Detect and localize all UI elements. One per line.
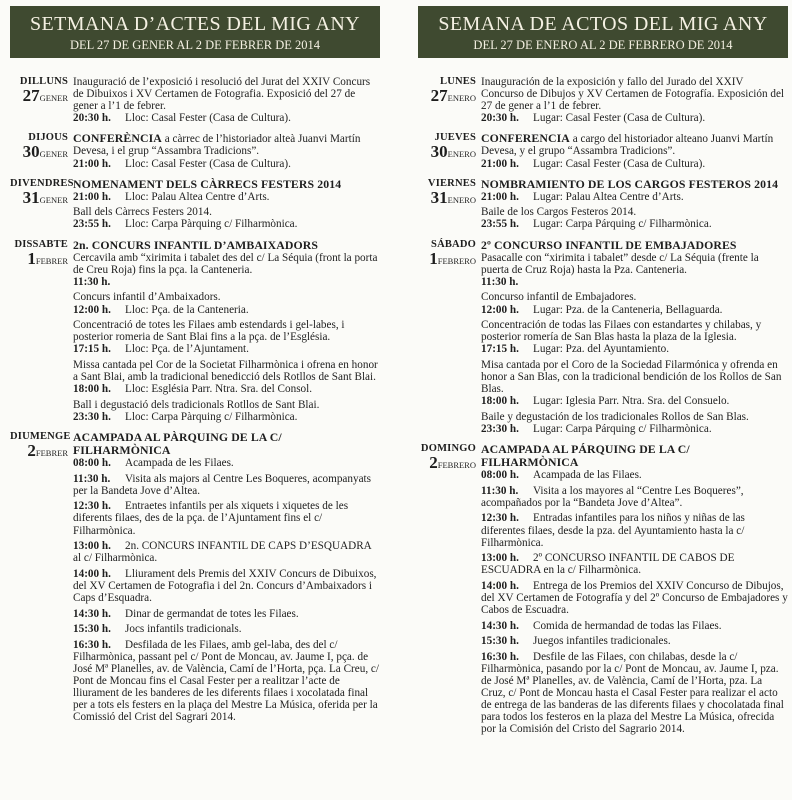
event-place: Entraetes infantils per als xiquets i xiquetes de les diferents filaes, des de la pça. de l’Ajuntament fins el c/ Filharmònica. [73,500,349,537]
event-place: Lugar: Iglesia Parr. Ntra. Sra. del Consuelo. [533,395,730,408]
event-place: Lloc: Pça. de l’Ajuntament. [125,343,249,356]
event-place: Lloc: Carpa Pàrquing c/ Filharmònica. [125,410,298,423]
day-month: ENERO [447,93,476,103]
day-month: GENER [39,194,68,205]
event-item [481,178,788,203]
page-subtitle: DEL 27 DE ENERO AL 2 DE FEBRERO DE 2014 [473,38,733,52]
event-text: Ball i degustació dels tradicionals Rotllos de Sant Blai. [73,398,320,411]
event-item [481,359,788,407]
event-time-line [481,552,788,576]
event-time-line [73,383,380,395]
event-heading: 2º CONCURSO INFANTIL DE EMBAJADORES [481,237,737,252]
day-number: 27 [430,86,448,105]
event-place: Desfile de las Filaes, con chilabas, desde la c/ Filharmònica, pasando por la c/ Pont de Moncau, av. Jaume I, pza. de José Mª Planelles, av. de València, Camí de l’Horta, pza. La Cruz, c/ Pont de Moncau hasta el Casal Fester para realizar el acto de entrega de las banderas de las diferents filaes y chocolatada final para todos los festeros en la plaza del Mestre La Música, ofrecida por la Comisión del Cristo del Sagrario 2014. [481,650,784,736]
event-place: Lliurament dels Premis del XXIV Concurs de Dibuixos, del XV Certamen de Fotografia i del 2n. Concurs d’Ambaixadors i Caps d’Esquadra. [73,567,377,604]
event-time: 21:00 h. [73,190,111,203]
day-date [418,454,476,474]
event-place: Desfilada de les Filaes, amb gel-laba, des del c/ Filharmònica, passant pel c/ Pont de Moncau, av. Jaume I, pça. de José Mª Planelles, av. de València, Camí de l’Horta, pça. La Creu, c/ Pont de Moncau fins el Casal Fester per a realitzar l’acte de lliurament de les banderes de les diferents filaes i xocolatada final per a tots els festers en la plaça del Mestre La Música, oferida per la Comissió del Crist del Sagrari 2014. [73,638,379,724]
event-item [481,132,788,169]
event-time: 21:00 h. [73,157,111,170]
event-time-line [481,218,788,230]
event-text: Concurs infantil d’Ambaixadors. [73,291,221,304]
day-list [10,76,380,723]
event-time-line [481,620,788,632]
event-time: 13:00 h. [73,540,111,553]
event-text: Baile de los Cargos Festeros 2014. [481,206,637,219]
day-date [10,442,68,462]
event-time-line [73,540,380,564]
day-month: GENER [39,93,68,103]
event-item [73,540,380,564]
event-item [73,359,380,395]
event-time: 14:00 h. [73,567,111,580]
event-text: Inauguración de la exposición y fallo del Jurado del XXIV Concurso de Dibujos y XV Certamen de Fotografía. Exposición del 27 de gener a l’1 de febrer. [481,76,785,113]
day-date [10,250,68,270]
event-time: 12:30 h. [481,512,519,525]
day-number: 31 [430,187,448,207]
event-time: 17:15 h. [481,343,519,356]
event-time-line [73,568,380,604]
day-name: LUNES [439,76,476,87]
day-label [10,132,68,163]
event-text: Inauguració de l’exposició i resolució del Jurat del XXIV Concurs de Dibuixos i XV Certamen de Fotografia. Exposició del 27 de gener a l’1 de febrer. [73,76,371,113]
event-item [481,206,788,230]
event-time: 14:00 h. [481,579,519,592]
event-time-line [481,580,788,616]
event-item [481,239,788,288]
event-time: 21:00 h. [481,157,519,170]
event-time-line [73,112,380,124]
event-place: 2n. CONCURS INFANTIL DE CAPS D’ESQUADRA al c/ Filharmònica. [73,540,372,565]
day-block [10,431,380,724]
event-description [481,206,788,218]
event-time-line [481,276,788,288]
day-list [418,76,788,736]
event-time-line [481,304,788,316]
day-name: DIJOUS [28,132,68,144]
day-month: FEBRERO [437,459,476,470]
event-time-line [73,639,380,724]
event-place: Lloc: Casal Fester (Casa de Cultura). [125,112,291,125]
day-block [418,178,788,231]
event-item [481,443,788,481]
event-heading: CONFERENCIA [481,131,570,146]
event-time: 14:30 h. [481,619,519,632]
day-number: 31 [22,187,40,207]
event-place: Lloc: Església Parr. Ntra. Sra. del Consol. [125,383,313,396]
event-time: 15:30 h. [73,623,111,636]
event-item [481,485,788,509]
event-time-line [481,423,788,435]
event-time: 11:30 h. [481,275,519,288]
event-item [73,178,380,203]
day-date [418,189,476,209]
event-text: a càrrec de l’historiador alteà Juanvi Martín Devesa, i el grup “Assambra Tradicions”. [73,133,361,158]
event-text: Pasacalle con “xirimita i tabalet” desde c/ La Séquia (frente la puerta de Cruz Roja) hasta la Pza. Canteneria. [481,251,759,276]
event-item [73,639,380,724]
event-time: 21:00 h. [481,190,519,203]
event-place: Lugar: Casal Fester (Casa de Cultura). [533,157,706,170]
event-item [481,512,788,548]
event-item [73,399,380,423]
event-text: Concentración de todas las Filaes con estandartes y chilabas, y posterior romería de San Blas hasta la plaza de la Iglesia. [481,319,762,344]
day-block [418,443,788,736]
event-time-line [481,651,788,736]
event-place: Acampada de las Filaes. [533,469,642,482]
event-item [481,291,788,315]
event-heading: NOMBRAMIENTO DE LOS CARGOS FESTEROS 2014 [481,176,779,191]
event-place: Lloc: Casal Fester (Casa de Cultura). [125,157,291,170]
event-place: Lloc: Palau Altea Centre d’Arts. [125,190,270,203]
day-label [10,430,71,462]
title-banner [418,6,788,58]
event-description [73,76,380,112]
event-item [73,608,380,620]
event-time: 20:30 h. [73,112,111,125]
event-heading: ACAMPADA AL PÀRQUING DE LA C/ FILHARMÒNICA [73,429,282,457]
event-description [73,359,380,383]
event-description [73,178,380,191]
day-month: FEBRER [35,447,68,458]
day-date [418,250,476,270]
event-time-line [481,512,788,548]
day-date [10,189,68,209]
event-text: Concentració de totes les Filaes amb estendards i gel-labes, i posterior romeria de Sant Blai fins a la pça. de l’Església. [73,319,345,344]
day-number: 2 [27,440,36,460]
day-month: ENERO [447,194,476,205]
event-heading: ACAMPADA AL PÁRQUING DE LA C/ FILHARMÒNICA [481,441,690,470]
event-time: 11:30 h. [481,484,519,497]
event-time: 16:30 h. [73,638,111,651]
event-place: Lugar: Pza. del Ayuntamiento. [533,343,669,356]
page-title: SETMANA D’ACTES DEL MIG ANY [29,13,361,35]
event-description [481,76,788,112]
event-item [73,568,380,604]
event-description [481,291,788,303]
event-item [481,319,788,355]
day-block [10,239,380,423]
event-description [73,399,380,411]
event-time-line [73,411,380,423]
event-time: 23:30 h. [481,422,519,435]
event-place: Entradas infantiles para los niños y niñas de las diferentes filaes, desde la pza. del Ayuntamiento hasta la c/ Filharmònica. [481,512,745,549]
day-block [418,76,788,124]
event-text: Concurso infantil de Embajadores. [481,291,637,304]
event-description [481,239,788,276]
day-label [418,443,476,474]
event-time-line [481,343,788,355]
event-time: 15:30 h. [481,635,519,648]
day-name: DIVENDRES [10,177,74,189]
day-month: FEBRER [35,255,68,266]
event-description [481,359,788,395]
event-time: 12:30 h. [73,500,111,513]
event-time-line [481,395,788,407]
event-item [73,319,380,355]
event-time: 18:00 h. [481,395,519,408]
event-time: 23:30 h. [73,410,111,423]
event-text: Missa cantada pel Cor de la Societat Filharmònica i ofrena en honor a Sant Blai, amb la tradicional benedicció dels Rotllos de Sant Blai. [73,358,378,383]
title-banner [10,6,380,58]
day-name: SÁBADO [431,238,476,250]
day-number: 30 [22,142,40,162]
event-text: Misa cantada por el Coro de la Sociedad Filarmónica y ofrenda en honor a San Blas, con la tradicional bendición de los Rollos de San Blas. [481,358,782,396]
event-time-line [481,469,788,481]
day-name: JUEVES [434,132,476,144]
day-number: 27 [22,86,40,105]
event-time: 16:30 h. [481,650,519,663]
event-time-line [481,158,788,170]
day-label [10,239,68,270]
event-time-line [481,485,788,509]
event-item [481,635,788,647]
day-label [418,76,476,107]
event-item [73,239,380,288]
event-description [481,411,788,423]
event-time: 11:30 h. [73,275,111,288]
event-time: 12:00 h. [481,303,519,316]
event-place: Acampada de les Filaes. [125,457,234,470]
day-month: GENER [39,149,68,160]
catalan-column [10,6,380,723]
day-label [418,239,476,270]
day-block [418,239,788,435]
event-place: Lugar: Casal Fester (Casa de Cultura). [533,112,706,125]
event-time-line [73,457,380,469]
event-time-line [73,343,380,355]
event-description [73,319,380,343]
event-time-line [73,608,380,620]
page-subtitle: DEL 27 DE GENER AL 2 DE FEBRER DE 2014 [69,38,321,52]
event-text: Ball dels Càrrecs Festers 2014. [73,206,212,219]
event-heading: 2n. CONCURS INFANTIL D’AMBAIXADORS [73,237,319,252]
event-item [481,651,788,736]
event-item [481,411,788,435]
day-block [418,132,788,169]
event-place: Dinar de germandat de totes les Filaes. [125,607,299,620]
event-time: 14:30 h. [73,607,111,620]
day-number: 2 [429,452,438,472]
event-time: 08:00 h. [481,469,519,482]
event-time-line [481,191,788,203]
event-time-line [73,473,380,497]
event-heading: CONFERÈNCIA [73,131,162,146]
day-name: DIUMENGE [10,430,71,442]
day-date [418,143,476,163]
day-date [10,87,68,107]
day-name: VIERNES [427,177,476,189]
event-item [73,291,380,315]
event-text: Baile y degustación de los tradicionales Rollos de San Blas. [481,410,749,423]
day-block [10,76,380,124]
event-item [73,132,380,169]
event-place: Lloc: Pça. de la Canteneria. [125,303,249,316]
event-item [73,206,380,230]
day-block [10,178,380,231]
event-time: 23:55 h. [73,218,111,231]
event-place: Lugar: Carpa Párquing c/ Filharmònica. [533,218,712,231]
event-description [481,178,788,191]
day-date [10,143,68,163]
event-time: 12:00 h. [73,303,111,316]
event-time-line [73,500,380,536]
event-time: 18:00 h. [73,383,111,396]
event-time: 17:15 h. [73,343,111,356]
day-label [418,178,476,209]
event-item [73,623,380,635]
event-place: Lugar: Palau Altea Centre d’Arts. [533,190,684,203]
event-text: a cargo del historiador alteano Juanvi Martín Devesa, y el grupo “Assambra Tradicions”. [481,133,774,158]
event-place: Lloc: Carpa Pàrquing c/ Filharmònica. [125,218,298,231]
day-name: DISSABTE [14,238,68,250]
event-item [481,76,788,124]
event-time-line [73,276,380,288]
event-place: Juegos infantiles tradicionales. [533,635,671,648]
event-time-line [481,112,788,124]
event-place: Visita a los mayores al “Centre Les Boqueres”, acompañados por la “Bandeta Jove d’Altea”. [481,484,744,509]
event-description [73,206,380,218]
event-description [481,443,788,469]
event-item [73,473,380,497]
day-month: FEBRERO [437,255,476,266]
day-name: DOMINGO [420,442,476,454]
event-item [481,552,788,576]
day-label [10,177,74,209]
event-time-line [73,218,380,230]
event-time: 13:00 h. [481,552,519,565]
day-number: 30 [430,142,448,162]
event-time-line [73,623,380,635]
day-month: ENERO [447,149,476,160]
event-description [73,291,380,303]
day-label [10,76,68,107]
day-date [418,87,476,107]
event-time-line [73,158,380,170]
day-name: DILLUNS [19,76,68,87]
day-block [10,132,380,169]
event-place: Lugar: Carpa Párquing c/ Filharmònica. [533,422,712,435]
event-time-line [481,635,788,647]
event-place: Visita als majors al Centre Les Boqueres, acompanyats per la Bandeta Jove d’Altea. [73,472,372,497]
event-item [73,76,380,124]
day-label [418,132,476,163]
event-item [481,620,788,632]
event-place: Comida de hermandad de todas las Filaes. [533,619,722,632]
event-time: 20:30 h. [481,112,519,125]
event-time-line [73,304,380,316]
spanish-column [418,6,788,736]
event-item [481,580,788,616]
event-place: 2º CONCURSO INFANTIL DE CABOS DE ESCUADRA en la c/ Filharmònica. [481,552,735,577]
page-title: SEMANA DE ACTOS DEL MIG ANY [438,13,768,35]
event-text: Cercavila amb “xirimita i tabalet des del c/ La Séquia (front la porta de Creu Roja) fins la pça. la Canteneria. [73,251,378,276]
event-description [73,239,380,276]
event-description [481,132,788,157]
event-place: Lugar: Pza. de la Canteneria, Bellaguarda. [533,303,723,316]
event-description [73,132,380,157]
day-number: 1 [429,248,438,268]
event-place: Entrega de los Premios del XXIV Concurso de Dibujos, del XV Certamen de Fotografía y del 2º Concurso de Embajadores y Cabos de Escuadra. [481,579,788,617]
event-item [73,500,380,536]
event-time-line [73,191,380,203]
event-description [481,319,788,343]
event-time: 23:55 h. [481,218,519,231]
event-time: 11:30 h. [73,472,111,485]
event-item [73,431,380,469]
event-time: 08:00 h. [73,457,111,470]
event-heading: NOMENAMENT DELS CÀRRECS FESTERS 2014 [73,176,342,191]
event-place: Jocs infantils tradicionals. [125,623,242,636]
event-description [73,431,380,457]
day-number: 1 [27,248,36,268]
